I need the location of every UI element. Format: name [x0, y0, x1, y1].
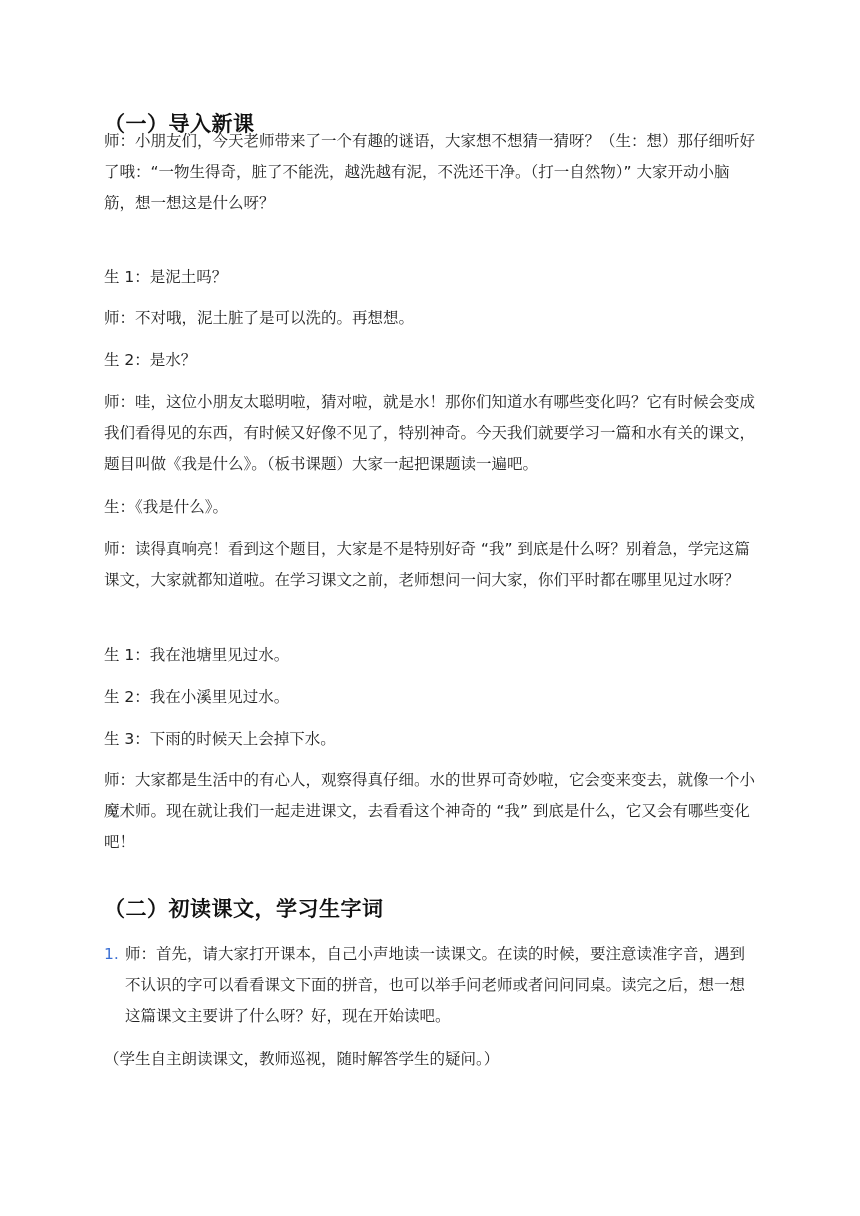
- section-heading-intro: （一）导入新课: [104, 112, 255, 136]
- paragraph: 师：读得真响亮！看到这个题目，大家是不是特别好奇 “我” 到底是什么呀？别着急，学完这篇课文，大家就都知道啦。在学习课文之前，老师想问一问大家，你们平时都在哪里见过水呀？: [104, 540, 750, 589]
- paragraph: 生 2：是水？: [104, 351, 197, 369]
- paragraph: 生 1：我在池塘里见过水。: [104, 646, 290, 664]
- paragraph: 生 2：我在小溪里见过水。: [104, 688, 290, 706]
- paragraph: 生 1：是泥土吗？: [104, 268, 228, 286]
- paragraph: 生：《我是什么》。: [104, 498, 229, 516]
- list-item-text: 师：首先，请大家打开课本，自己小声地读一读课文。在读的时候，要注意读准字音，遇到不认识的字可以看看课文下面的拼音，也可以举手问老师或者问问同桌。读完之后，想一想这篇课文主要讲了什么呀？好，现在开始读吧。: [125, 945, 746, 1025]
- list-item: [104, 939, 760, 1032]
- paragraph: 师：大家都是生活中的有心人，观察得真仔细。水的世界可奇妙啦，它会变来变去，就像一个小魔术师。现在就让我们一起走进课文，去看看这个神奇的 “我” 到底是什么，它又会有哪些变化吧！: [104, 771, 756, 851]
- classroom-note: （学生自主朗读课文，教师巡视，随时解答学生的疑问。）: [104, 1050, 500, 1068]
- paragraph: 师：不对哦，泥土脏了是可以洗的。再想想。: [104, 309, 415, 327]
- section-heading-reading: （二）初读课文，学习生字词: [104, 897, 384, 921]
- list-number: 1.: [104, 945, 119, 963]
- paragraph: 师：哇，这位小朋友太聪明啦，猜对啦，就是水！那你们知道水有哪些变化吗？它有时候会变成我们看得见的东西，有时候又好像不见了，特别神奇。今天我们就要学习一篇和水有关的课文，题目叫做《我是什么》。（板书课题）大家一起把课题读一遍吧。: [104, 393, 756, 473]
- paragraph: 师：小朋友们，今天老师带来了一个有趣的谜语，大家想不想猜一猜呀？（生：想）那仔细听好了哦：“一物生得奇，脏了不能洗，越洗越有泥，不洗还干净。（打一自然物）” 大家开动小脑筋，想一想这是什么呀？: [104, 132, 756, 212]
- paragraph: 生 3：下雨的时候天上会掉下水。: [104, 730, 336, 748]
